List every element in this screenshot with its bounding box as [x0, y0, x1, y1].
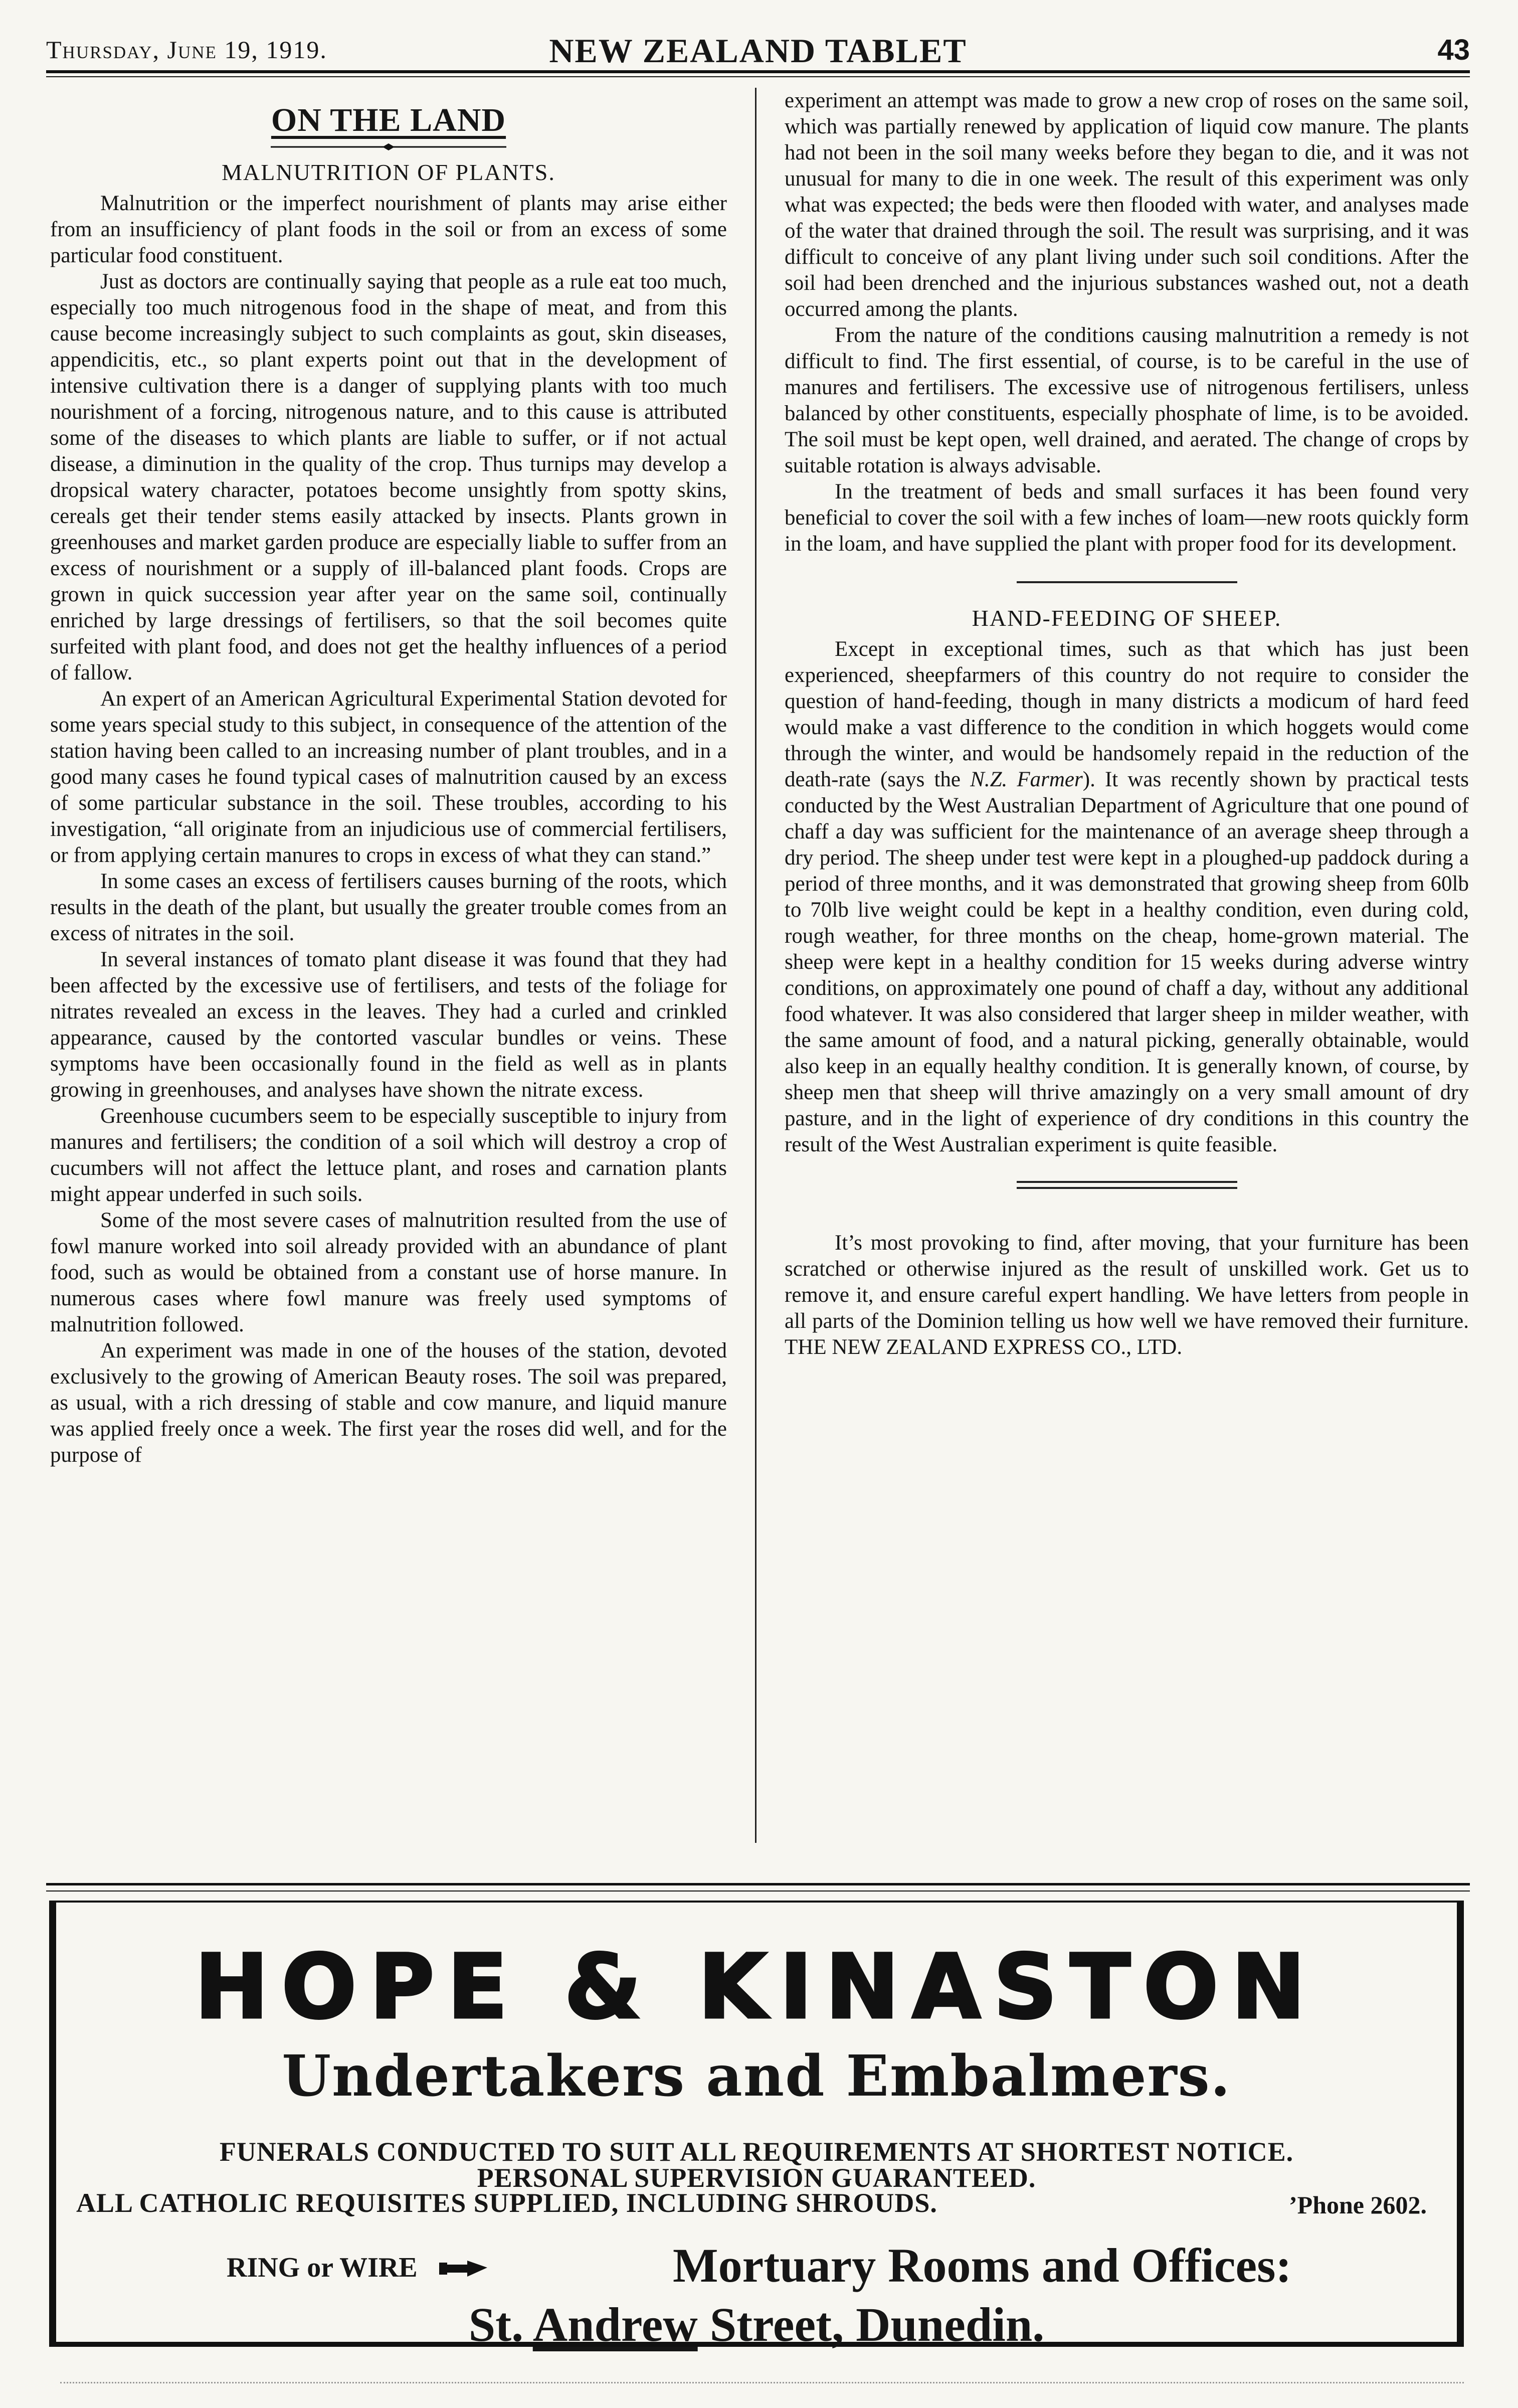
- section-title: ON THE LAND: [271, 102, 506, 138]
- advert-line-funerals: FUNERALS CONDUCTED TO SUIT ALL REQUIREMENTS AT SHORTEST NOTICE.: [219, 2137, 1294, 2167]
- paragraph: In several instances of tomato plant disease it was found that they had been affected by the excessive use of fertilisers, and tests of the foliage for nitrates revealed an excess in the leaves. They had a curled and crinkled appearance, caused by the contorted vascular bundles or veins. These symptoms have been occasionally found in the field as well as in plants growing in greenhouses, and analyses have shown the nitrate excess.: [50, 948, 727, 1102]
- article-title-sheep: HAND-FEEDING OF SHEEP.: [972, 605, 1282, 631]
- header-rule-thin: [46, 76, 1470, 77]
- paragraph: Malnutrition or the imperfect nourishment of plants may arise either from an insufficiency of plant foods in the soil or from an excess of some particular food constituent.: [50, 192, 727, 267]
- paragraph: From the nature of the conditions causing malnutrition a remedy is not difficult to find. The first essential, of course, is to be careful in the use of manures and fertilisers. The excessive use of nitrogenous fertilisers, unless balanced by other constituents, especially phosphate of lime, is to be avoided. The soil must be kept open, well drained, and aerated. The change of crops by suitable rotation is always advisable.: [785, 323, 1469, 477]
- header-page-number: 43: [1437, 34, 1470, 66]
- ornament-rule: [271, 143, 506, 150]
- paragraph-sheep: [785, 636, 1469, 1158]
- paragraph: In some cases an excess of fertilisers causes burning of the roots, which results in the death of the plant, but usually the greater trouble comes from an excess of nitrates in the soil.: [50, 870, 727, 945]
- advert-trade: Undertakers and Embalmers.: [282, 2043, 1231, 2109]
- advert-phone: ’Phone 2602.: [1289, 2191, 1427, 2219]
- double-rule-separator: [1017, 1181, 1237, 1189]
- section-separator: [1017, 581, 1237, 583]
- left-column: [50, 95, 727, 1468]
- advert-mortuary: Mortuary Rooms and Offices:: [673, 2239, 1292, 2292]
- advert-firm-name: HOPE & KINASTON: [195, 1936, 1318, 2038]
- advert-rule-thin: [46, 1890, 1470, 1891]
- article-title-malnutrition: MALNUTRITION OF PLANTS.: [222, 159, 555, 185]
- advert-line-supervision: PERSONAL SUPERVISION GUARANTEED.: [477, 2163, 1036, 2193]
- paragraph: An experiment was made in one of the houses of the station, devoted exclusively to the growing of American Beauty roses. The soil was prepared, as usual, with a rich dressing of stable and cow manure, and liquid manure was applied freely once a week. The first year the roses did well, and for the purpose of: [50, 1339, 727, 1467]
- advert-inner-rule: [56, 1901, 1457, 1903]
- paragraph: An expert of an American Agricultural Experimental Station devoted for some years special study to this subject, in consequence of the attention of the station having been called to an increasing number of plant troubles, and in a good many cases he found typical cases of malnutrition caused by an excess of some particular substance in the soil. These troubles, according to his investigation, “all originate from an injudicious use of commercial fertilisers, or from applying certain manures to crops in excess of what they can stand.”: [50, 687, 727, 867]
- advert-rule: [46, 1883, 1470, 1885]
- sheep-text-part-1: Except in exceptional times, such as that which has just been experienced, sheepfarmers of this country do not require to consider the question of hand-feeding, though in many districts a modicum of hard feed would make a vast difference to the condition in which hoggets would come through the winter, and would be handsomely repaid in the reduction of the death-rate (says the: [785, 637, 1469, 791]
- page-header: [46, 31, 1470, 71]
- address-street-city: Street, Dunedin.: [709, 2298, 1045, 2351]
- advert-line-requisites: ALL CATHOLIC REQUISITES SUPPLIED, INCLUDING SHROUDS.: [76, 2188, 937, 2218]
- advert-address: [56, 2297, 1457, 2352]
- column-divider: [755, 88, 756, 1843]
- pointing-hand-icon: [437, 2259, 492, 2279]
- notice-text: It’s most provoking to find, after moving, that your furniture has been scratched or otherwise injured as the result of unskilled work. Get us to remove it, and ensure careful expert handling. We have letters from people in all parts of the Dominion telling us how well we have removed their furniture. THE NEW ZEALAND EXPRESS CO., LTD.: [785, 1231, 1469, 1359]
- paragraph-continued: experiment an attempt was made to grow a new crop of roses on the same soil, which was partially renewed by application of liquid cow manure. The plants had not been in the soil many weeks before they began to die, and it was not unusual for many to die in one week. The result of this experiment was only what was expected; the beds were then flooded with water, and analyses made of the water that drained through the soil. The result was surprising, and it was difficult to conceive of any plant living under such soil conditions. After the soil had been drenched and the injurious substances washed out, not a death occurred among the plants.: [785, 89, 1469, 321]
- paragraph: Just as doctors are continually saying that people as a rule eat too much, especially too much nitrogenous food in the shape of meat, and from this cause become increasingly subject to such complaints as gout, skin diseases, appendicitis, etc., so plant experts point out that in the development of intensive cultivation there is a danger of supplying plants with too much nourishment of a forcing, nitrogenous nature, and to this cause is attributed some of the diseases to which plants are liable to suffer, or if not actual disease, a diminution in the quality of the crop. Thus turnips may develop a dropsical watery character, potatoes become unsightly from spotty skins, cereals get their tender stems easily attacked by insects. Plants grown in greenhouses and market garden produce are especially liable to suffer from an excess of nourishment or a supply of ill-balanced plant foods. Crops are grown in quick succession year after year on the same soil, continually enriched by large dressings of fertilisers, so that the soil becomes quite surfeited with plant food, and does not get the healthy influences of a period of fallow.: [50, 270, 727, 684]
- bottom-edge-dots: [60, 2382, 1464, 2384]
- header-rule: [46, 70, 1470, 73]
- address-st: St.: [468, 2298, 524, 2351]
- right-column: [785, 88, 1469, 1360]
- header-date: Thursday, June 19, 1919.: [46, 36, 327, 64]
- address-andrew: Andrew: [532, 2298, 698, 2351]
- header-publication: NEW ZEALAND TABLET: [549, 32, 967, 70]
- advertisement-box: [49, 1901, 1464, 2351]
- paragraph: In the treatment of beds and small surfaces it has been found very beneficial to cover the soil with a few inches of loam—new roots quickly form in the loam, and have supplied the plant with proper food for its development.: [785, 480, 1469, 556]
- source-citation: N.Z. Farmer: [970, 768, 1083, 791]
- paragraph: Greenhouse cucumbers seem to be especially susceptible to injury from manures and fertilisers; the condition of a soil which will destroy a crop of cucumbers will not affect the lettuce plant, and roses and carnation plants might appear underfed in such soils.: [50, 1104, 727, 1206]
- paragraph: Some of the most severe cases of malnutrition resulted from the use of fowl manure worked into soil already provided with an abundance of plant food, such as would be obtained from a constant use of horse manure. In numerous cases where fowl manure was freely used symptoms of malnutrition followed.: [50, 1209, 727, 1336]
- advert-ring-or-wire: RING or WIRE: [227, 2252, 418, 2283]
- express-co-notice: [785, 1230, 1469, 1360]
- sheep-text-part-2: ). It was recently shown by practical tests conducted by the West Australian Department of Agriculture that one pound of chaff a day was sufficient for the maintenance of an average sheep through a dry period. The sheep under test were kept in a ploughed-up paddock during a period of three months, and it was demonstrated that growing sheep from 60lb to 70lb live weight could be kept in a healthy condition, even during cold, rough weather, for three months on the cheap, home-grown material. The sheep were kept in a healthy condition for 15 weeks during adverse wintry conditions, on approximately one pound of chaff a day, without any additional food whatever. It was also considered that larger sheep in milder weather, with the same amount of food, and a natural picking, generally obtainable, would also keep in an equally healthy condition. It is generally known, of course, by sheep men that sheep will thrive amazingly on a very small amount of dry pasture, and in the light of experience of dry conditions in this country the result of the West Australian experiment is quite feasible.: [785, 768, 1469, 1156]
